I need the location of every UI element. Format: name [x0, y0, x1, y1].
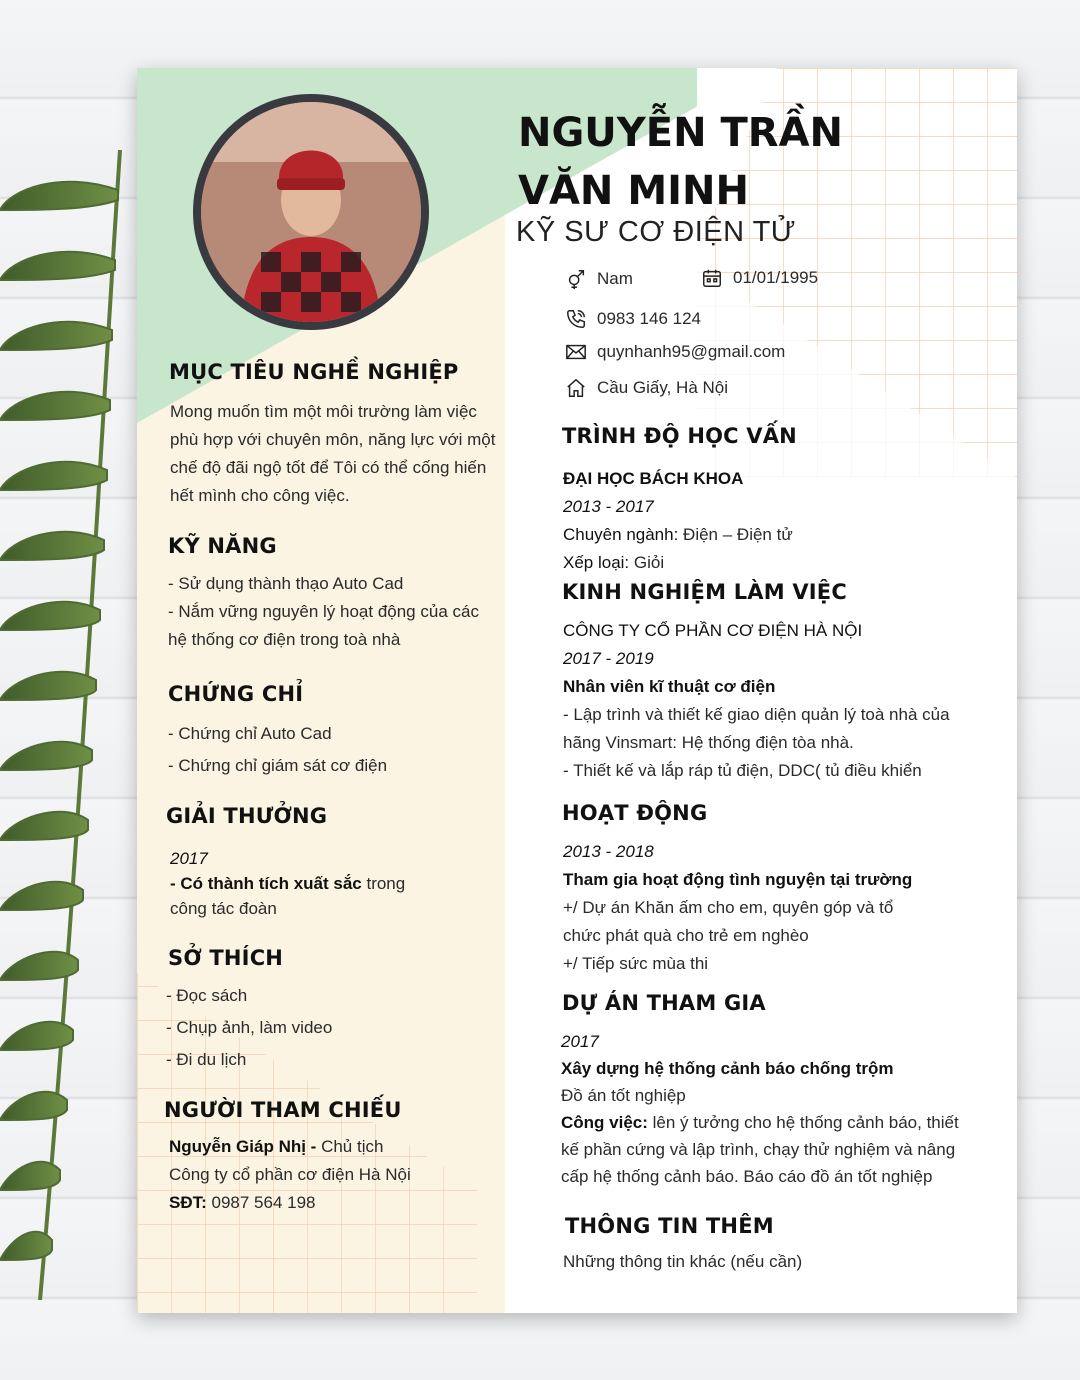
- extra-title: THÔNG TIN THÊM: [565, 1214, 774, 1238]
- skill-item: hệ thống cơ điện trong toà nhà: [168, 630, 401, 649]
- activity-line: +/ Dự án Khăn ấm cho em, quyên góp và tổ: [563, 898, 894, 917]
- project-work-label: Công việc:: [561, 1113, 648, 1132]
- reference-company: Công ty cổ phần cơ điện Hà Nội: [169, 1165, 411, 1184]
- education-rank-value: Giỏi: [629, 553, 665, 572]
- objective-line: chế độ đãi ngộ tốt để Tôi có thể cống hiến: [170, 458, 487, 477]
- home-icon: [565, 377, 587, 399]
- award-line-2: công tác đoàn: [170, 899, 277, 918]
- reference-title: NGƯỜI THAM CHIẾU: [164, 1098, 402, 1122]
- hobbies-title: SỞ THÍCH: [168, 946, 284, 970]
- skills-list: [168, 570, 479, 654]
- awards-content: [170, 846, 405, 921]
- profile-photo: [193, 94, 429, 330]
- education-years: 2013 - 2017: [563, 497, 654, 516]
- education-major: [563, 521, 793, 549]
- award-year: 2017: [170, 849, 208, 868]
- experience-line: - Thiết kế và lắp ráp tủ điện, DDC( tủ điều khiển: [563, 761, 922, 780]
- hobbies-list: [166, 980, 332, 1076]
- education-content: [563, 465, 793, 577]
- objective-line: hết mình cho công việc.: [170, 486, 350, 505]
- contact-gender: [565, 268, 633, 290]
- activity-line: chức phát quà cho trẻ em nghèo: [563, 926, 809, 945]
- certificate-item: - Chứng chỉ Auto Cad: [168, 724, 332, 743]
- objective-title: MỤC TIÊU NGHỀ NGHIỆP: [169, 360, 459, 384]
- reference-person: [169, 1133, 411, 1161]
- reference-phone-value: 0987 564 198: [206, 1193, 316, 1212]
- certificates-title: CHỨNG CHỈ: [168, 682, 304, 706]
- education-school: ĐẠI HỌC BÁCH KHOA: [563, 469, 744, 488]
- objective-line: Mong muốn tìm một môi trường làm việc: [170, 402, 477, 421]
- contact-email: [565, 341, 785, 363]
- project-heading: Xây dựng hệ thống cảnh báo chống trộm: [561, 1059, 894, 1078]
- education-rank: [563, 549, 793, 577]
- contact-phone: [565, 308, 701, 330]
- project-year: 2017: [561, 1032, 599, 1051]
- experience-content: [563, 617, 950, 785]
- contact-address: [565, 377, 728, 399]
- project-work: [561, 1109, 959, 1136]
- gender-icon: [565, 268, 587, 290]
- name-line-1: NGUYỄN TRẦN: [518, 110, 843, 156]
- experience-title: KINH NGHIỆM LÀM VIỆC: [562, 580, 847, 604]
- objective-line: phù hợp với chuyên môn, năng lực với một: [170, 430, 496, 449]
- objective-text: [170, 398, 500, 510]
- reference-name: Nguyễn Giáp Nhị -: [169, 1137, 317, 1156]
- reference-position: Chủ tịch: [316, 1137, 384, 1156]
- certificates-list: [168, 718, 387, 782]
- project-work-first: lên ý tưởng cho hệ thống cảnh báo, thiết: [647, 1113, 959, 1132]
- experience-position: Nhân viên kĩ thuật cơ điện: [563, 677, 776, 696]
- certificate-item: - Chứng chỉ giám sát cơ điện: [168, 756, 388, 775]
- education-rank-label: Xếp loại:: [563, 553, 630, 572]
- activities-content: [563, 838, 912, 978]
- hobby-item: - Đọc sách: [166, 986, 248, 1005]
- gender-value: Nam: [597, 269, 633, 288]
- extra-text: Những thông tin khác (nếu cần): [563, 1252, 803, 1271]
- job-title: KỸ SƯ CƠ ĐIỆN TỬ: [516, 216, 797, 248]
- experience-line: - Lập trình và thiết kế giao diện quản lý toà nhà của: [563, 705, 950, 724]
- address-value: Cầu Giấy, Hà Nội: [597, 378, 729, 397]
- activity-line: +/ Tiếp sức mùa thi: [563, 954, 709, 973]
- email-value[interactable]: quynhanh95@gmail.com: [597, 342, 786, 361]
- experience-line: hãng Vinsmart: Hệ thống điện tòa nhà.: [563, 733, 854, 752]
- education-major-label: Chuyên ngành:: [563, 525, 679, 544]
- activities-title: HOẠT ĐỘNG: [562, 801, 708, 825]
- phone-value: 0983 146 124: [597, 309, 701, 328]
- education-major-value: Điện – Điện tử: [678, 525, 793, 544]
- award-highlight: - Có thành tích xuất sắc: [170, 874, 362, 893]
- education-title: TRÌNH ĐỘ HỌC VẤN: [562, 424, 797, 448]
- email-icon: [565, 341, 587, 363]
- contact-birthday: [701, 267, 818, 289]
- reference-phone-label: SĐT:: [169, 1193, 207, 1212]
- experience-company: CÔNG TY CỔ PHẦN CƠ ĐIỆN HÀ NỘI: [563, 621, 863, 640]
- cv-sheet: [137, 68, 1017, 1313]
- skill-item: - Sử dụng thành thạo Auto Cad: [168, 574, 404, 593]
- skill-item: - Nắm vững nguyên lý hoạt động của các: [168, 602, 479, 621]
- phone-icon: [565, 308, 587, 330]
- experience-years: 2017 - 2019: [563, 649, 654, 668]
- award-line: [170, 871, 405, 896]
- full-name: [518, 104, 843, 220]
- reference-phone: [169, 1189, 411, 1217]
- reference-content: [169, 1133, 411, 1217]
- hobby-item: - Đi du lịch: [166, 1050, 247, 1069]
- birthday-value: 01/01/1995: [733, 268, 819, 287]
- projects-content: [561, 1028, 959, 1190]
- calendar-icon: [701, 267, 723, 289]
- project-line: kế phần cứng và lập trình, chạy thử nghiệm và nâng: [561, 1140, 956, 1159]
- project-sub: Đồ án tốt nghiệp: [561, 1086, 686, 1105]
- person-illustration: [201, 102, 421, 322]
- projects-title: DỰ ÁN THAM GIA: [562, 991, 766, 1015]
- skills-title: KỸ NĂNG: [168, 534, 277, 558]
- activities-years: 2013 - 2018: [563, 842, 654, 861]
- activities-heading: Tham gia hoạt động tình nguyện tại trường: [563, 870, 913, 889]
- awards-title: GIẢI THƯỞNG: [166, 804, 328, 828]
- award-rest: trong: [361, 874, 406, 893]
- project-line: cấp hệ thống cảnh báo. Báo cáo đồ án tốt nghiệp: [561, 1167, 933, 1186]
- name-line-2: VĂN MINH: [518, 168, 749, 214]
- hobby-item: - Chụp ảnh, làm video: [166, 1018, 333, 1037]
